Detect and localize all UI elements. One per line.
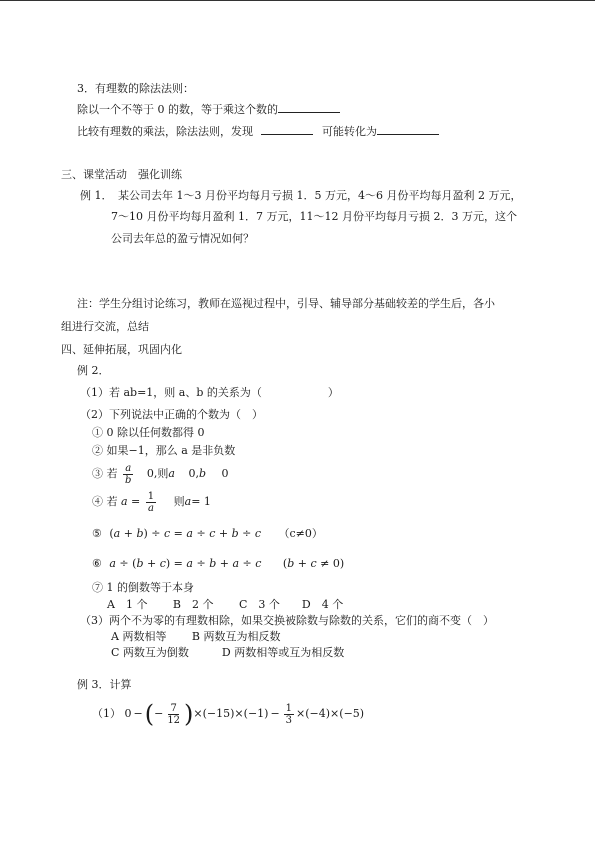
question-3: （3）两个不为零的有理数相除，如果交换被除数与除数的关系，它们的商不变（ ） [80, 614, 494, 627]
division-rule-heading: 3．有理数的除法法则： [77, 82, 194, 95]
fraction-7-over-12: $\frac{7}{12}$ [167, 702, 181, 726]
example-1-line-1: 例 1． 某公司去年 1～3 月份平均每月亏损 1．5 万元，4～6 月份平均每月盈利 2 万元， [80, 189, 522, 202]
note-line-1: 注：学生分组讨论练习，教师在巡视过程中，引导、辅导部分基础较差的学生后，各小 [77, 297, 495, 310]
question-1: （1）若 ab=1，则 a、b 的关系为（ ） [80, 386, 339, 399]
section-4-heading: 四、延伸拓展，巩固内化 [61, 343, 182, 356]
calculation-problem-1: （1） 0 −(− $\frac{7}{12}$ )×(−15)×(−1) − $\frac{1}{3}$ ×(−4)×(−5) [92, 700, 365, 728]
division-rule-line-2: 比较有理数的乘法，除法法则，发现 可能转化为 [77, 123, 439, 139]
statement-4: ④ 若 a = $\frac{1}{a}$ 则a= 1 [92, 490, 211, 514]
division-rule-line-1: 除以一个不等于 0 的数，等于乘这个数的 [77, 101, 340, 117]
example-1-line-2: 7～10 月份平均每月盈利 1．7 万元，11～12 月份平均每月亏损 2．3 万元，这个 [111, 210, 517, 223]
section-3-heading: 三、课堂活动 强化训练 [61, 168, 182, 181]
page-top-rule [0, 0, 595, 1]
question-3-options-ab: A 两数相等 B 两数互为相反数 [111, 630, 281, 643]
statement-2: ② 如果−1，那么 a 是非负数 [92, 444, 236, 457]
answer-blank-3[interactable] [377, 123, 439, 135]
example-1-line-3: 公司去年总的盈亏情况如何？ [111, 232, 254, 245]
fraction-a-over-b: $\frac{a}{b}$ [125, 462, 132, 486]
question-2: （2）下列说法中正确的个数为（ ） [80, 408, 263, 421]
answer-blank-2[interactable] [261, 123, 313, 135]
example-3-title: 例 3．计算 [77, 678, 132, 691]
statement-1: ① 0 除以任何数都得 0 [92, 426, 205, 439]
question-3-options-cd: C 两数互为倒数 D 两数相等或互为相反数 [111, 646, 345, 659]
statement-6: ⑥ a ÷ (b + c) = a ÷ b + a ÷ c (b + c ≠ 0) [92, 557, 345, 570]
fraction-1-over-3: $\frac{1}{3}$ [285, 702, 293, 726]
statement-3: ③ 若 $\frac{a}{b}$ 0,则a 0,b 0 [92, 462, 229, 486]
fraction-1-over-a: $\frac{1}{a}$ [147, 490, 155, 514]
question-2-options: A 1 个 B 2 个 C 3 个 D 4 个 [107, 598, 344, 611]
statement-5: ⑤ (a + b) ÷ c = a ÷ c + b ÷ c （c≠0） [92, 527, 323, 540]
note-line-2: 组进行交流，总结 [61, 320, 149, 333]
answer-blank-1[interactable] [278, 101, 340, 113]
statement-7: ⑦ 1 的倒数等于本身 [92, 581, 194, 594]
example-2-title: 例 2． [77, 364, 110, 377]
